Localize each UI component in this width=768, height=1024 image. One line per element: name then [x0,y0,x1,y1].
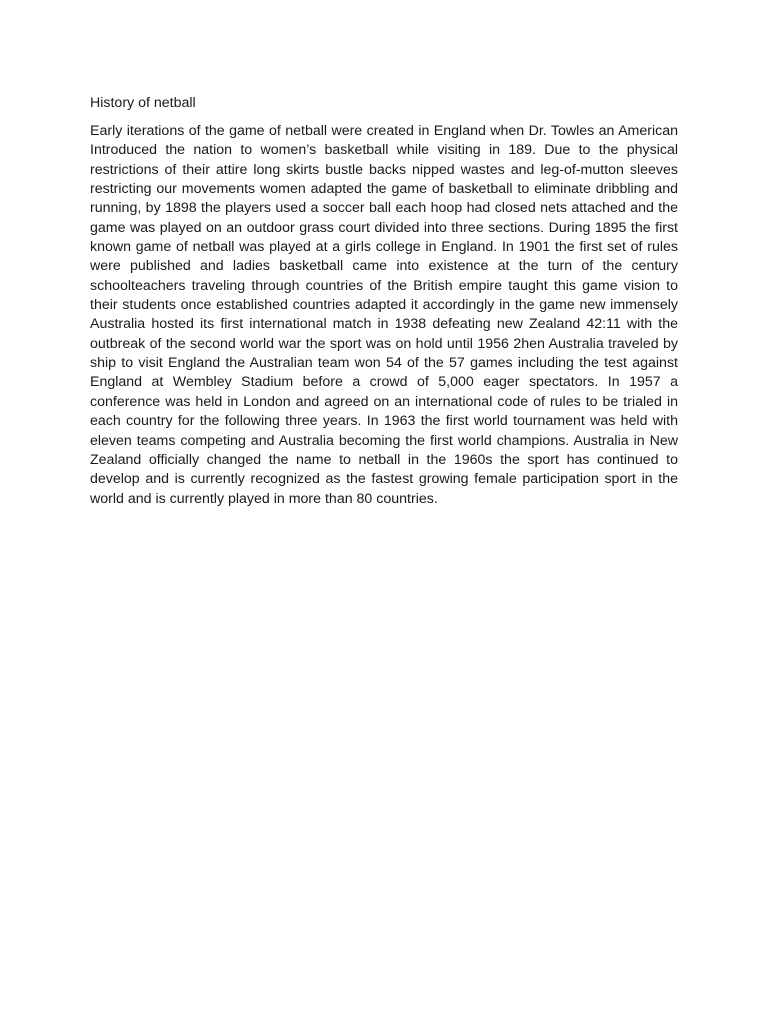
document-body-paragraph: Early iterations of the game of netball were created in England when Dr. Towles an American Introduced the nation to women’s basketball while visiting in 189. Due to the physical restrictions of their attire long skirts bustle backs nipped wastes and leg-of-mutton sleeves restricting our movements women adapted the game of basketball to eliminate dribbling and running, by 1898 the players used a soccer ball each hoop had closed nets attached and the game was played on an outdoor grass court divided into three sections. During 1895 the first known game of netball was played at a girls college in England. In 1901 the first set of rules were published and ladies basketball came into existence at the turn of the century schoolteachers traveling through countries of the British empire taught this game vision to their students once established countries adapted it accordingly in the game new immensely Australia hosted its first international match in 1938 defeating new Zealand 42:11 with the outbreak of the second world war the sport was on hold until 1956 2hen Australia traveled by ship to visit England the Australian team won 54 of the 57 games including the test against England at Wembley Stadium before a crowd of 5,000 eager spectators. In 1957 a conference was held in London and agreed on an international code of rules to be trialed in each country for the following three years. In 1963 the first world tournament was held with eleven teams competing and Australia becoming the first world champions. Australia in New Zealand officially changed the name to netball in the 1960s the sport has continued to develop and is currently recognized as the fastest growing female participation sport in the world and is currently played in more than 80 countries. [90,123,678,507]
document-title: History of netball [90,95,196,111]
document-content [90,95,678,509]
